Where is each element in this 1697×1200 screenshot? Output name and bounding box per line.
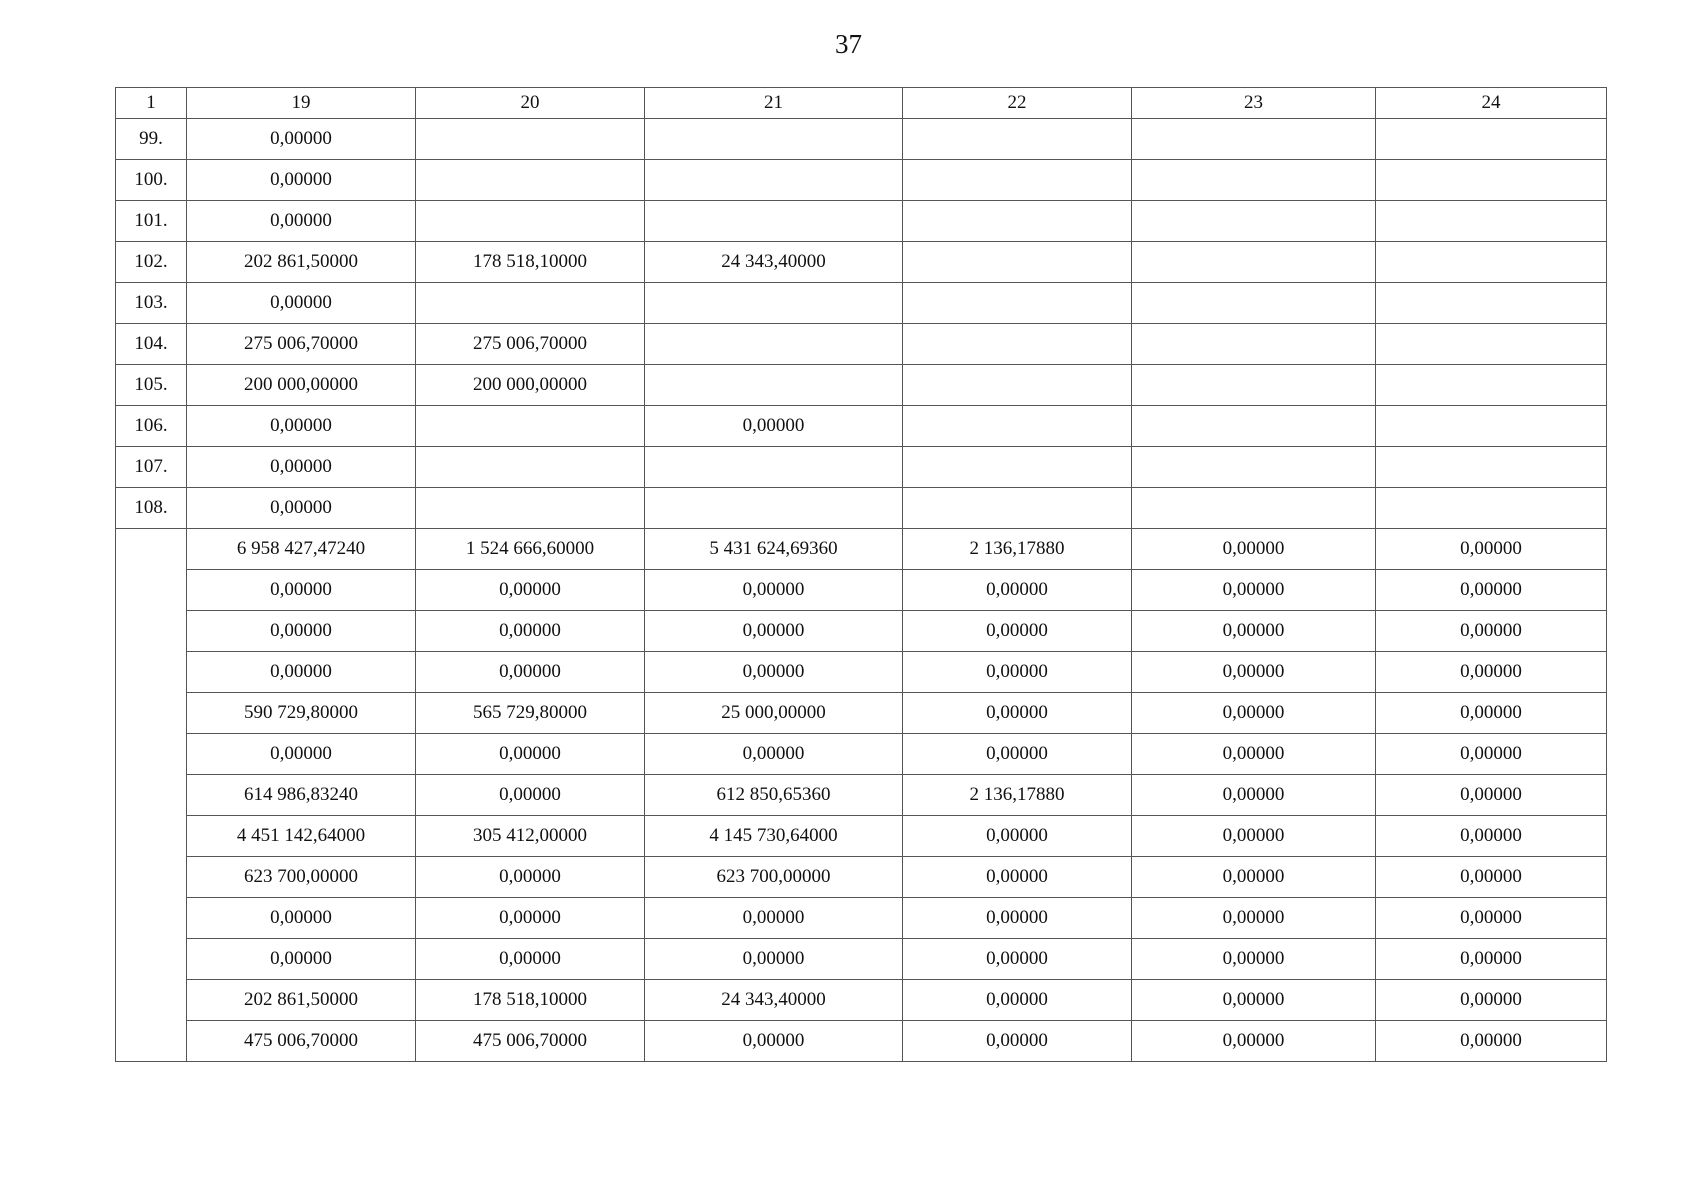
table-cell — [645, 488, 903, 529]
table-cell — [645, 201, 903, 242]
summary-cell: 0,00000 — [1132, 939, 1376, 980]
summary-row — [116, 1021, 1607, 1062]
table-cell — [1376, 447, 1607, 488]
table-cell — [1376, 201, 1607, 242]
table-cell — [1376, 324, 1607, 365]
summary-cell: 0,00000 — [1376, 939, 1607, 980]
summary-cell: 0,00000 — [416, 775, 645, 816]
summary-row — [116, 980, 1607, 1021]
table-row — [116, 324, 1607, 365]
table-cell: 24 343,40000 — [645, 242, 903, 283]
table-cell — [645, 365, 903, 406]
column-header: 24 — [1376, 88, 1607, 119]
summary-cell: 0,00000 — [903, 652, 1132, 693]
table-cell — [903, 365, 1132, 406]
table-cell — [903, 119, 1132, 160]
summary-cell: 623 700,00000 — [645, 857, 903, 898]
table-cell — [903, 283, 1132, 324]
table-row — [116, 283, 1607, 324]
summary-cell: 0,00000 — [1132, 775, 1376, 816]
column-header: 20 — [416, 88, 645, 119]
summary-cell: 2 136,17880 — [903, 775, 1132, 816]
row-number: 100. — [116, 160, 187, 201]
row-number: 107. — [116, 447, 187, 488]
summary-cell: 0,00000 — [1376, 1021, 1607, 1062]
table-cell: 275 006,70000 — [416, 324, 645, 365]
table-cell — [645, 447, 903, 488]
summary-cell: 0,00000 — [903, 816, 1132, 857]
summary-cell: 0,00000 — [416, 652, 645, 693]
row-number: 104. — [116, 324, 187, 365]
summary-cell: 25 000,00000 — [645, 693, 903, 734]
table-cell — [416, 488, 645, 529]
row-number: 108. — [116, 488, 187, 529]
summary-cell: 590 729,80000 — [187, 693, 416, 734]
summary-row — [116, 611, 1607, 652]
header-row — [116, 88, 1607, 119]
table-cell — [1132, 119, 1376, 160]
table-row — [116, 201, 1607, 242]
summary-cell: 0,00000 — [187, 734, 416, 775]
table-cell — [1376, 406, 1607, 447]
row-number: 105. — [116, 365, 187, 406]
table-cell — [416, 201, 645, 242]
table-cell — [1376, 119, 1607, 160]
summary-cell: 4 145 730,64000 — [645, 816, 903, 857]
summary-cell: 0,00000 — [187, 939, 416, 980]
summary-cell: 0,00000 — [1132, 734, 1376, 775]
table-row — [116, 406, 1607, 447]
table-cell: 202 861,50000 — [187, 242, 416, 283]
summary-cell: 0,00000 — [187, 570, 416, 611]
summary-cell: 0,00000 — [1132, 570, 1376, 611]
summary-cell: 0,00000 — [1376, 734, 1607, 775]
table-cell — [416, 119, 645, 160]
summary-cell: 0,00000 — [1376, 570, 1607, 611]
summary-cell: 0,00000 — [1376, 775, 1607, 816]
table-cell — [645, 160, 903, 201]
table-row — [116, 488, 1607, 529]
summary-cell: 0,00000 — [1132, 1021, 1376, 1062]
summary-row — [116, 775, 1607, 816]
summary-cell: 305 412,00000 — [416, 816, 645, 857]
column-header: 1 — [116, 88, 187, 119]
table-cell: 0,00000 — [187, 160, 416, 201]
column-header: 21 — [645, 88, 903, 119]
summary-cell: 475 006,70000 — [187, 1021, 416, 1062]
table-cell: 178 518,10000 — [416, 242, 645, 283]
summary-row — [116, 898, 1607, 939]
summary-cell: 612 850,65360 — [645, 775, 903, 816]
table-cell — [903, 242, 1132, 283]
summary-cell: 0,00000 — [645, 734, 903, 775]
summary-row — [116, 693, 1607, 734]
summary-row — [116, 529, 1607, 570]
row-number: 101. — [116, 201, 187, 242]
summary-row — [116, 939, 1607, 980]
table-cell — [1376, 283, 1607, 324]
table-cell — [416, 160, 645, 201]
summary-cell: 475 006,70000 — [416, 1021, 645, 1062]
table-cell — [903, 160, 1132, 201]
summary-cell: 0,00000 — [416, 734, 645, 775]
table-cell: 0,00000 — [187, 488, 416, 529]
table-cell — [1132, 447, 1376, 488]
table-cell — [903, 201, 1132, 242]
table-row — [116, 242, 1607, 283]
column-header: 22 — [903, 88, 1132, 119]
table-cell — [416, 447, 645, 488]
summary-cell: 0,00000 — [645, 1021, 903, 1062]
table-cell — [903, 324, 1132, 365]
table-row — [116, 119, 1607, 160]
summary-cell: 0,00000 — [645, 939, 903, 980]
table-cell — [1376, 365, 1607, 406]
table-cell — [416, 406, 645, 447]
summary-cell: 0,00000 — [187, 652, 416, 693]
summary-cell: 6 958 427,47240 — [187, 529, 416, 570]
column-header: 23 — [1132, 88, 1376, 119]
row-number: 103. — [116, 283, 187, 324]
summary-cell: 623 700,00000 — [187, 857, 416, 898]
table-cell — [1132, 365, 1376, 406]
table-cell: 0,00000 — [187, 447, 416, 488]
table-row — [116, 160, 1607, 201]
summary-cell: 0,00000 — [903, 980, 1132, 1021]
summary-cell: 0,00000 — [1376, 816, 1607, 857]
table-cell — [1132, 160, 1376, 201]
table-cell: 275 006,70000 — [187, 324, 416, 365]
summary-cell: 1 524 666,60000 — [416, 529, 645, 570]
summary-cell: 0,00000 — [1132, 611, 1376, 652]
summary-cell: 0,00000 — [903, 611, 1132, 652]
table-cell — [416, 283, 645, 324]
table-cell — [645, 324, 903, 365]
summary-cell: 0,00000 — [416, 857, 645, 898]
summary-cell: 0,00000 — [1376, 529, 1607, 570]
row-number: 102. — [116, 242, 187, 283]
summary-label-cell — [116, 529, 187, 1062]
summary-cell: 0,00000 — [903, 939, 1132, 980]
table-cell — [903, 406, 1132, 447]
table-cell: 200 000,00000 — [416, 365, 645, 406]
summary-cell: 0,00000 — [1376, 693, 1607, 734]
summary-cell: 4 451 142,64000 — [187, 816, 416, 857]
summary-cell: 0,00000 — [1376, 857, 1607, 898]
summary-cell: 24 343,40000 — [645, 980, 903, 1021]
summary-cell: 0,00000 — [416, 570, 645, 611]
table-cell: 0,00000 — [187, 406, 416, 447]
summary-cell: 2 136,17880 — [903, 529, 1132, 570]
summary-cell: 0,00000 — [645, 570, 903, 611]
summary-cell: 565 729,80000 — [416, 693, 645, 734]
summary-cell: 0,00000 — [1132, 529, 1376, 570]
table-cell — [645, 283, 903, 324]
row-number: 106. — [116, 406, 187, 447]
summary-cell: 0,00000 — [1376, 980, 1607, 1021]
column-header: 19 — [187, 88, 416, 119]
table-row — [116, 447, 1607, 488]
summary-row — [116, 857, 1607, 898]
summary-cell: 0,00000 — [1376, 611, 1607, 652]
summary-cell: 0,00000 — [645, 898, 903, 939]
summary-cell: 0,00000 — [187, 611, 416, 652]
table-cell — [1132, 406, 1376, 447]
summary-row — [116, 816, 1607, 857]
summary-cell: 0,00000 — [903, 857, 1132, 898]
table-cell — [903, 488, 1132, 529]
table-cell: 200 000,00000 — [187, 365, 416, 406]
summary-cell: 0,00000 — [903, 693, 1132, 734]
table-cell — [1132, 201, 1376, 242]
summary-cell: 202 861,50000 — [187, 980, 416, 1021]
summary-cell: 0,00000 — [416, 898, 645, 939]
summary-cell: 0,00000 — [645, 611, 903, 652]
summary-cell: 0,00000 — [1132, 816, 1376, 857]
table-cell — [645, 119, 903, 160]
table-body — [116, 88, 1607, 1062]
summary-cell: 0,00000 — [187, 898, 416, 939]
table-cell — [1376, 160, 1607, 201]
summary-cell: 0,00000 — [645, 652, 903, 693]
summary-row — [116, 734, 1607, 775]
table-cell — [1376, 488, 1607, 529]
summary-cell: 0,00000 — [1376, 652, 1607, 693]
table-cell — [1376, 242, 1607, 283]
summary-cell: 0,00000 — [1132, 857, 1376, 898]
summary-cell: 178 518,10000 — [416, 980, 645, 1021]
data-table — [115, 87, 1607, 1062]
table-cell — [1132, 488, 1376, 529]
table-cell: 0,00000 — [187, 201, 416, 242]
summary-cell: 0,00000 — [903, 570, 1132, 611]
summary-cell: 0,00000 — [416, 611, 645, 652]
table-cell — [903, 447, 1132, 488]
summary-cell: 0,00000 — [903, 734, 1132, 775]
table-cell: 0,00000 — [187, 119, 416, 160]
summary-cell: 0,00000 — [1376, 898, 1607, 939]
table-cell — [1132, 283, 1376, 324]
summary-cell: 5 431 624,69360 — [645, 529, 903, 570]
table-row — [116, 365, 1607, 406]
row-number: 99. — [116, 119, 187, 160]
table-cell — [1132, 242, 1376, 283]
summary-cell: 0,00000 — [1132, 652, 1376, 693]
table-cell: 0,00000 — [645, 406, 903, 447]
table-cell — [1132, 324, 1376, 365]
summary-row — [116, 570, 1607, 611]
summary-cell: 0,00000 — [1132, 693, 1376, 734]
page-number: 37 — [835, 29, 862, 59]
summary-cell: 0,00000 — [903, 898, 1132, 939]
summary-cell: 614 986,83240 — [187, 775, 416, 816]
summary-cell: 0,00000 — [903, 1021, 1132, 1062]
summary-row — [116, 652, 1607, 693]
summary-cell: 0,00000 — [1132, 980, 1376, 1021]
table-cell: 0,00000 — [187, 283, 416, 324]
summary-cell: 0,00000 — [1132, 898, 1376, 939]
summary-cell: 0,00000 — [416, 939, 645, 980]
